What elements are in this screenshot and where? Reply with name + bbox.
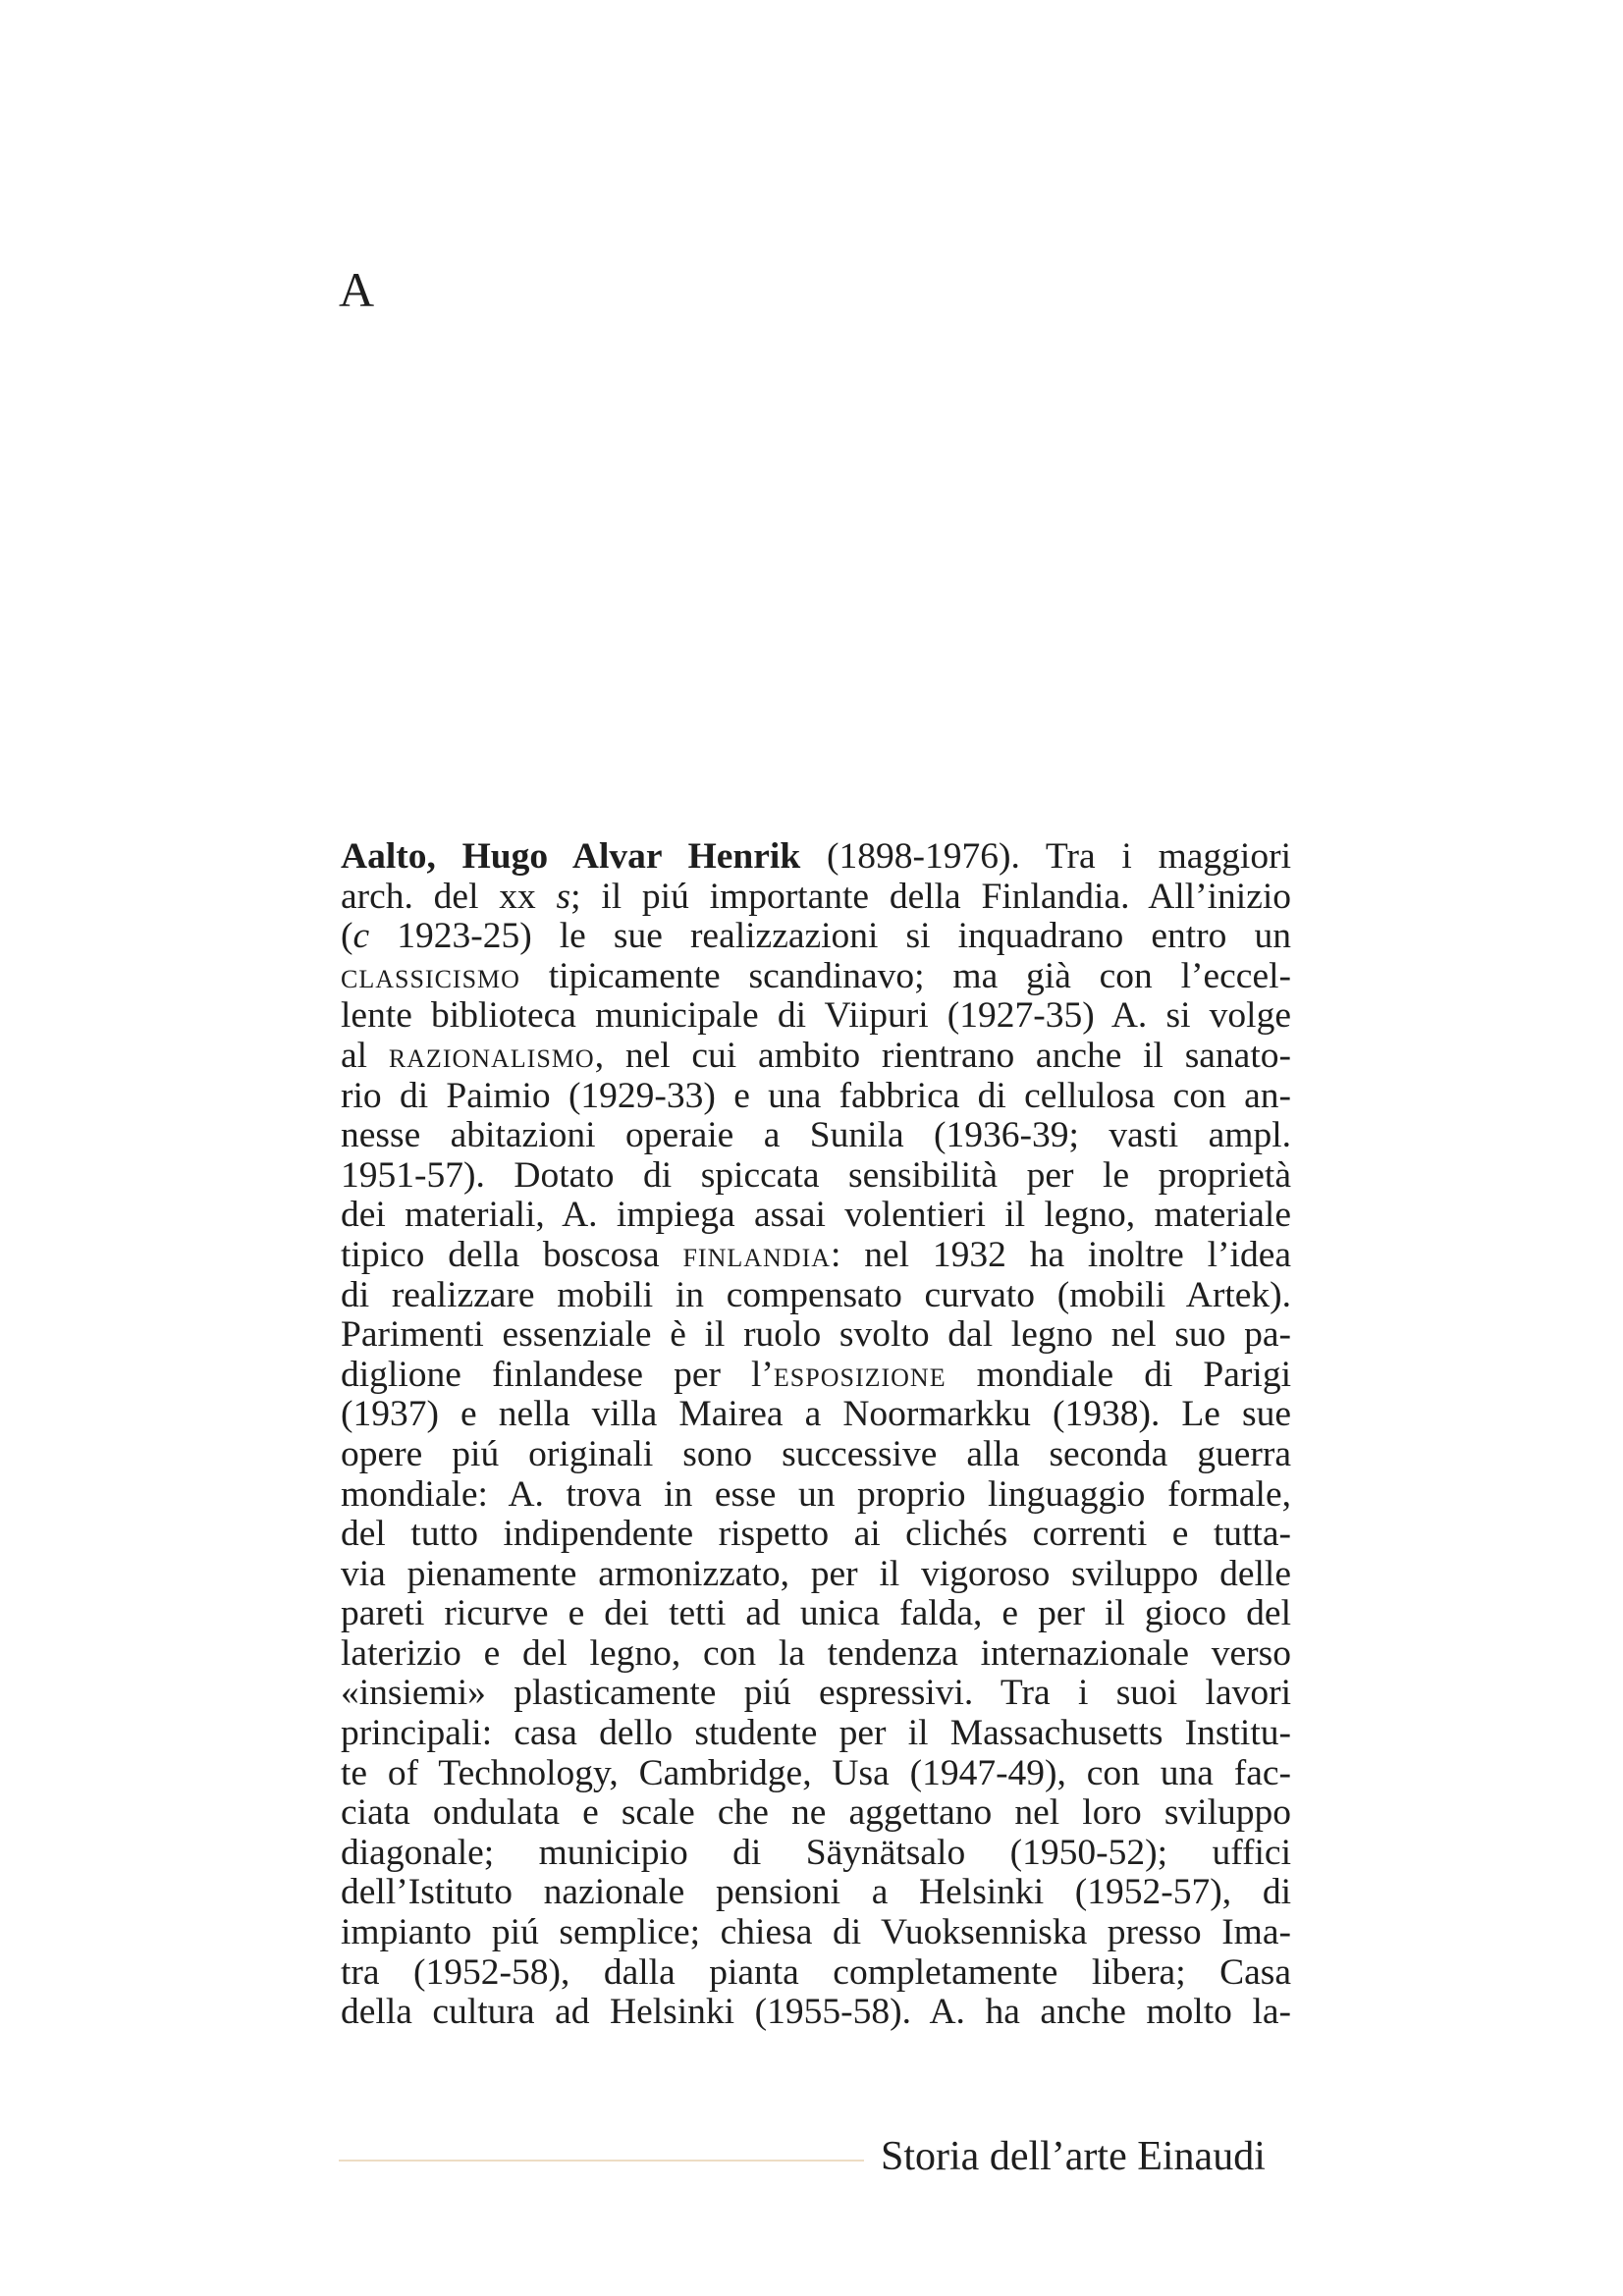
entry-text: al — [341, 1035, 389, 1076]
entry-text: di realizzare mobili in compensato curvato (mobili Artek). — [341, 1274, 1291, 1315]
entry-line — [341, 1634, 1291, 1675]
entry-text: tipicamente scandinavo; ma già con l’eccel- — [519, 955, 1291, 996]
entry-text: diagonale; municipio di Säynätsalo (1950-52); uffici — [341, 1832, 1291, 1873]
entry-line — [341, 878, 1291, 918]
entry-text: : nel 1932 ha inoltre l’idea — [831, 1234, 1291, 1275]
entry-text: dei materiali, A. impiega assai volentieri il legno, materiale — [341, 1195, 1291, 1236]
entry-text: rio di Paimio (1929-33) e una fabbrica di cellulosa con an- — [341, 1075, 1291, 1116]
entry-line — [341, 1594, 1291, 1634]
entry-line — [341, 957, 1291, 997]
section-letter: A — [339, 262, 375, 317]
footer-title: Storia dell’arte Einaudi — [881, 2134, 1266, 2179]
entry-text: mondiale: A. trova in esse un proprio linguaggio formale, — [341, 1473, 1291, 1515]
entry-line — [341, 1913, 1291, 1953]
entry-line — [341, 1515, 1291, 1555]
entry-line — [341, 1315, 1291, 1356]
entry-text: ciata ondulata e scale che ne aggettano nel loro sviluppo — [341, 1792, 1291, 1834]
entry-line — [341, 1156, 1291, 1197]
dictionary-entry-aalto — [341, 837, 1291, 2033]
entry-line — [341, 1674, 1291, 1714]
entry-text: lente biblioteca municipale di Viipuri (1927-35) A. si volge — [341, 995, 1291, 1037]
entry-headword: Aalto, Hugo Alvar Henrik — [341, 836, 801, 877]
entry-text: principali: casa dello studente per il Massachusetts Institu- — [341, 1713, 1291, 1754]
entry-line — [341, 1555, 1291, 1595]
entry-text: 1923-25) le sue realizzazioni si inquadrano entro un — [369, 916, 1291, 957]
entry-line — [341, 996, 1291, 1037]
entry-line — [341, 1196, 1291, 1236]
entry-text: arch. del xx — [341, 876, 557, 917]
entry-text: tipico della boscosa — [341, 1234, 683, 1275]
entry-text: tra (1952-58), dalla pianta completamente libera; Casa — [341, 1951, 1291, 1993]
entry-text: del tutto indipendente rispetto ai clichés correnti e tutta- — [341, 1514, 1291, 1555]
entry-text: , nel cui ambito rientrano anche il sanato- — [594, 1035, 1291, 1076]
entry-line — [341, 1236, 1291, 1276]
entry-line — [341, 1714, 1291, 1754]
entry-line — [341, 837, 1291, 878]
cross-reference: razionalismo — [388, 1035, 595, 1076]
entry-line — [341, 1834, 1291, 1874]
italic-abbreviation: c — [352, 916, 370, 957]
entry-text: (1898-1976). Tra i maggiori — [800, 836, 1291, 877]
entry-text: Parimenti essenziale è il ruolo svolto dal legno nel suo pa- — [341, 1314, 1291, 1356]
entry-line — [341, 1993, 1291, 2033]
entry-text: opere piú originali sono successive alla seconda guerra — [341, 1433, 1291, 1474]
entry-text: 1951-57). Dotato di spiccata sensibilità per le proprietà — [341, 1154, 1291, 1196]
entry-text: ; il piú importante della Finlandia. All’inizio — [570, 876, 1292, 917]
entry-line — [341, 1356, 1291, 1396]
entry-text: via pienamente armonizzato, per il vigoroso sviluppo delle — [341, 1553, 1291, 1594]
entry-line — [341, 917, 1291, 957]
entry-text: impianto piú semplice; chiesa di Vuoksenniska presso Ima- — [341, 1912, 1291, 1953]
cross-reference: classicismo — [341, 955, 520, 996]
entry-text: «insiemi» plasticamente piú espressivi. Tra i suoi lavori — [341, 1673, 1291, 1714]
entry-text: laterizio e del legno, con la tendenza internazionale verso — [341, 1632, 1291, 1674]
entry-line — [341, 1873, 1291, 1913]
cross-reference: esposizione — [773, 1354, 947, 1395]
italic-abbreviation: s — [556, 876, 571, 917]
entry-text: ( — [341, 916, 353, 957]
entry-line — [341, 1793, 1291, 1834]
footer-rule — [339, 2160, 864, 2162]
entry-line — [341, 1953, 1291, 1994]
entry-text: (1937) e nella villa Mairea a Noormarkku (1938). Le sue — [341, 1394, 1291, 1435]
entry-text: dell’Istituto nazionale pensioni a Helsinki (1952-57), di — [341, 1872, 1291, 1913]
entry-line — [341, 1395, 1291, 1435]
entry-line — [341, 1276, 1291, 1316]
entry-text: della cultura ad Helsinki (1955-58). A. ha anche molto la- — [341, 1992, 1291, 2033]
entry-line — [341, 1077, 1291, 1117]
entry-line — [341, 1435, 1291, 1475]
entry-text: pareti ricurve e dei tetti ad unica falda, e per il gioco del — [341, 1593, 1291, 1634]
entry-text: diglione finlandese per l’ — [341, 1354, 774, 1395]
entry-line — [341, 1475, 1291, 1516]
entry-text: mondiale di Parigi — [946, 1354, 1291, 1395]
entry-line — [341, 1754, 1291, 1794]
entry-line — [341, 1116, 1291, 1156]
entry-line — [341, 1037, 1291, 1077]
entry-text: te of Technology, Cambridge, Usa (1947-49), con una fac- — [341, 1752, 1291, 1793]
entry-text: nesse abitazioni operaie a Sunila (1936-39; vasti ampl. — [341, 1115, 1291, 1156]
cross-reference: finlandia — [682, 1234, 832, 1275]
